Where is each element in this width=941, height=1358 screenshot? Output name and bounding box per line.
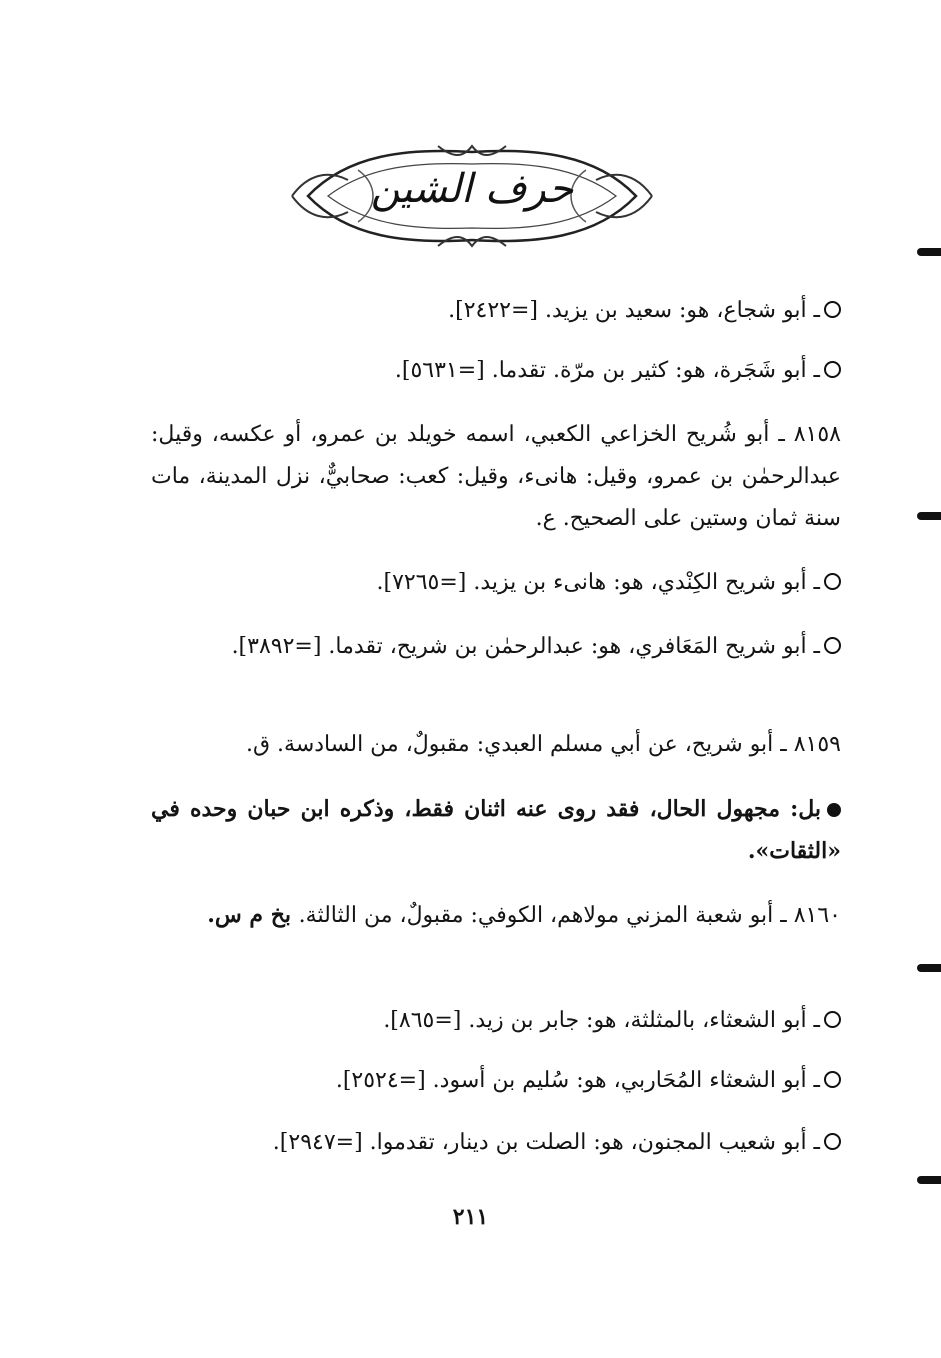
entry-text: ـ أبو شَجَرة، هو: كثير بن مرّة. تقدما. [=٥٦٣١]. [394,358,820,383]
circle-bullet-icon [824,361,841,378]
entry-cross-ref-5 [151,1000,841,1042]
entry-cross-ref-2 [151,350,841,392]
entry-text: ـ أبو الشعثاء، بالمثلثة، هو: جابر بن زيد. [=٨٦٥]. [383,1008,820,1033]
circle-bullet-icon [824,1071,841,1088]
entry-comment [151,788,841,872]
entry-cross-ref-3 [151,562,841,604]
entry-text: ـ أبو شجاع، هو: سعيد بن يزيد. [=٢٤٢٢]. [448,298,820,323]
entry-sigla: بخ م س. [207,902,299,928]
entry-8160 [151,894,841,937]
thumb-index-mark [917,964,941,972]
entry-text: ـ أبو الشعثاء المُحَاربي، هو: سُليم بن أسود. [=٢٥٢٤]. [335,1068,820,1093]
chapter-title: حرف الشين [370,166,574,212]
entry-text: ٨١٥٩ ـ أبو شريح، عن أبي مسلم العبدي: مقبولٌ، من السادسة. ق. [245,732,841,757]
entry-text: ـ أبو شريح الكِنْدي، هو: هانىء بن يزيد. [=٧٢٦٥]. [376,570,820,595]
comment-lead: بل: مجهول الحال، [649,796,822,822]
entry-text: فقد روى عنه اثنان فقط، وذكره ابن حبان وحده في «الثقات». [151,796,841,864]
entry-text: ٨١٦٠ ـ أبو شعبة المزني مولاهم، الكوفي: مقبولٌ، من الثالثة. [298,903,841,928]
entry-text: ـ أبو شعيب المجنون، هو: الصلت بن دينار، تقدموا. [=٢٩٤٧]. [272,1130,820,1155]
thumb-index-mark [917,248,941,256]
circle-bullet-icon [824,301,841,318]
filled-dot-bullet-icon [827,803,841,817]
thumb-index-mark [917,512,941,520]
entry-8158 [151,414,841,540]
entry-cross-ref-7 [151,1122,841,1164]
entry-text: ٨١٥٨ ـ أبو شُريح الخزاعي الكعبي، اسمه خويلد بن عمرو، أو عكسه، وقيل: عبدالرحمٰن بن عمرو، وقيل: هانىء، وقيل: كعب: صحابيٌّ، نزل المدينة، مات سنة ثمان وستين على الصحيح. ع. [151,422,841,531]
circle-bullet-icon [824,1133,841,1150]
circle-bullet-icon [824,573,841,590]
page-number: ٢١١ [452,1204,489,1230]
entry-cross-ref-6 [151,1060,841,1102]
circle-bullet-icon [824,637,841,654]
thumb-index-mark [917,1176,941,1184]
entry-cross-ref-4 [151,626,841,668]
entry-text: ـ أبو شريح المَعَافري، هو: عبدالرحمٰن بن شريح، تقدما. [=٣٨٩٢]. [231,634,820,659]
entry-cross-ref-1 [151,290,841,332]
entry-8159 [151,724,841,766]
circle-bullet-icon [824,1011,841,1028]
